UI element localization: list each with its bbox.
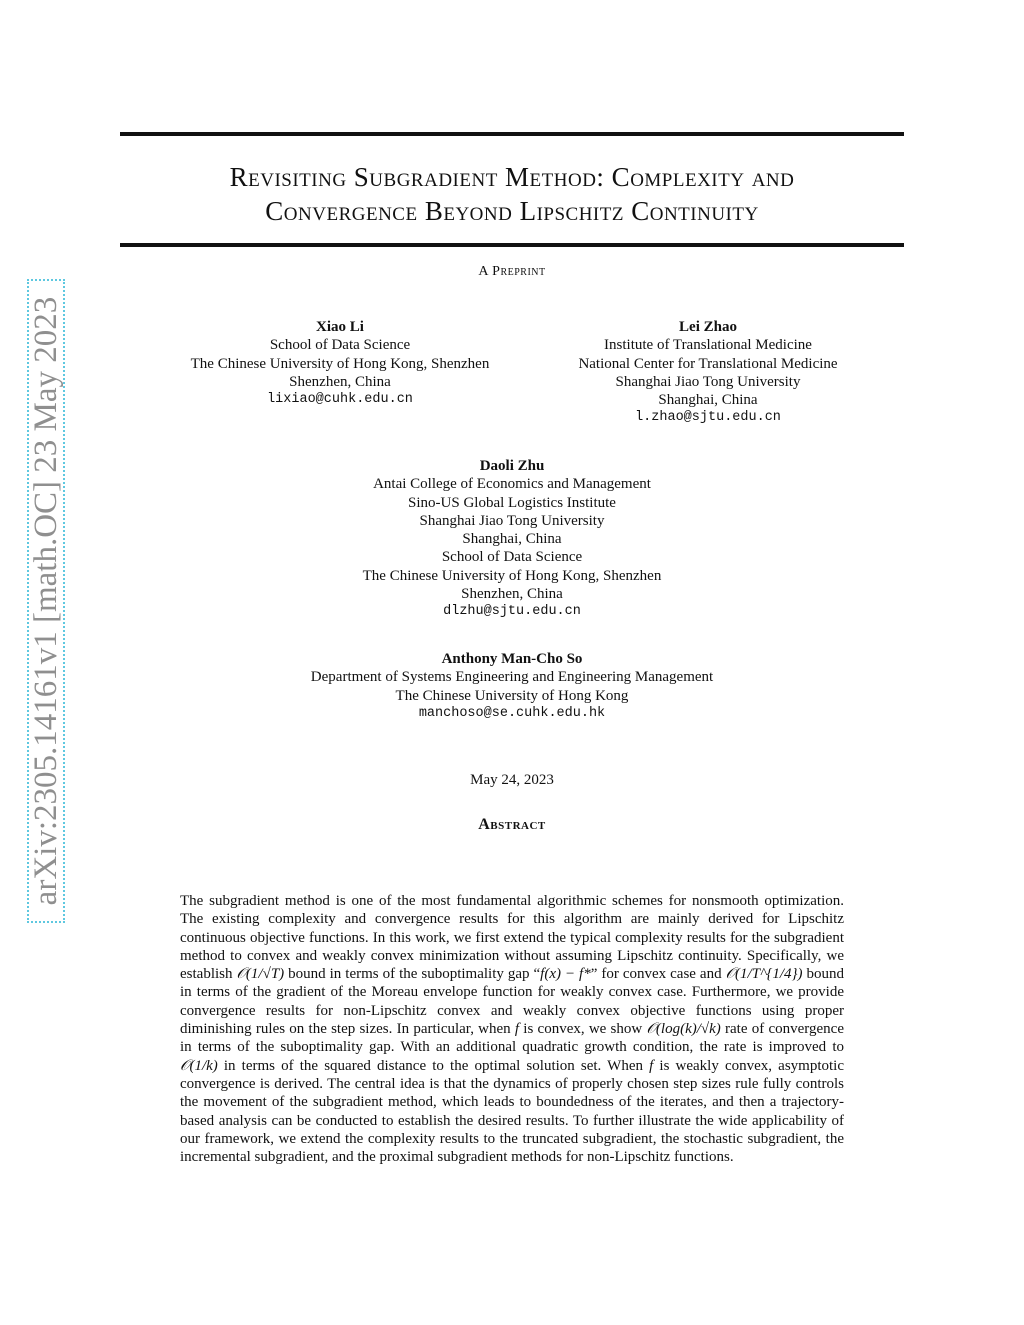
math-expression: f(x) − f*: [540, 966, 591, 983]
author-email[interactable]: lixiao@cuhk.edu.cn: [267, 392, 413, 408]
abstract-text: bound in terms of the suboptimality gap “: [284, 966, 541, 983]
author-name: Xiao Li: [316, 319, 364, 335]
author-email[interactable]: l.zhao@sjtu.edu.cn: [635, 410, 781, 426]
math-expression: f: [649, 1057, 654, 1074]
abstract-heading: Abstract: [478, 816, 546, 833]
affiliation-line: National Center for Translational Medicine: [578, 355, 838, 372]
publication-date: May 24, 2023: [470, 772, 554, 788]
affiliation-line: Antai College of Economics and Management: [373, 476, 651, 493]
title-top-rule: [120, 132, 904, 136]
title-line-2: Convergence Beyond Lipschitz Continuity: [265, 196, 759, 226]
abstract-text: bound in terms of the gradient of the Moreau envelope function for weakly convex case. Furthermore, we provide convergence results for non-Lipschitz convex and weakly convex objective functions using proper diminishing rules on the step sizes. In particular, when: [180, 966, 845, 1038]
title-line-1: Revisiting Subgradient Method: Complexity and: [229, 162, 795, 192]
arxiv-identifier-stamp: arXiv:2305.14161v1 [math.OC] 23 May 2023: [27, 279, 65, 923]
affiliation-line: Department of Systems Engineering and Engineering Management: [310, 669, 714, 686]
author-name: Lei Zhao: [679, 319, 737, 335]
author-name: Daoli Zhu: [479, 458, 545, 474]
math-expression: 𝒪(log(k)/√k): [646, 1021, 721, 1038]
affiliation-line: School of Data Science: [269, 337, 411, 354]
affiliation-line: Shanghai, China: [462, 531, 562, 548]
affiliation-line: The Chinese University of Hong Kong: [395, 687, 629, 704]
paper-title: [120, 160, 904, 228]
abstract-body: [180, 892, 844, 1166]
author-name: Anthony Man-Cho So: [441, 651, 583, 667]
abstract-text: rate of convergence in terms of the suboptimality gap. With an additional quadratic growth condition, the rate is improved to: [180, 1021, 844, 1056]
affiliation-line: The Chinese University of Hong Kong, Shenzhen: [362, 567, 662, 584]
math-expression: f: [514, 1021, 520, 1038]
abstract-paragraph: [180, 892, 844, 1166]
author-daoli-zhu: [262, 457, 762, 622]
author-email[interactable]: dlzhu@sjtu.edu.cn: [443, 604, 581, 620]
author-lei-zhao: [508, 318, 908, 428]
abstract-text: is convex, we show: [519, 1021, 647, 1038]
author-email[interactable]: manchoso@se.cuhk.edu.hk: [418, 705, 606, 721]
author-xiao-li: [140, 318, 540, 409]
affiliation-line: The Chinese University of Hong Kong, Shenzhen: [190, 355, 490, 372]
affiliation-line: Institute of Translational Medicine: [604, 337, 812, 354]
affiliation-line: Shanghai Jiao Tong University: [615, 373, 801, 390]
affiliation-line: Shanghai Jiao Tong University: [419, 512, 605, 529]
affiliation-line: Sino-US Global Logistics Institute: [408, 494, 616, 511]
affiliation-line: Shenzhen, China: [289, 373, 391, 390]
math-expression: 𝒪(1/√T): [236, 966, 285, 983]
math-expression: 𝒪(1/k): [180, 1057, 218, 1074]
preprint-label: A Preprint: [478, 264, 546, 279]
abstract-text: The subgradient method is one of the most fundamental algorithmic schemes for nonsmooth optimization. The existing complexity and convergence results for this algorithm are mainly derived for Lipschitz continuous objective functions. In this work, we first extend the typical complexity results for the subgradient method to convex and weakly convex minimization without assuming Lipschitz continuity. Specifically, we establish: [180, 893, 844, 983]
abstract-text: is weakly convex, asymptotic convergence is derived. The central idea is that the dynamics of properly chosen step sizes rule fully controls the movement of the subgradient method, which leads to boundedness of the iterates, and then a trajectory-based analysis can be conducted to establish the desired results. To further illustrate the wide applicability of our framework, we extend the complexity results to the truncated subgradient, the stochastic subgradient, the incremental subgradient, and the proximal subgradient methods for non-Lipschitz functions.: [180, 1057, 844, 1166]
affiliation-line: Shenzhen, China: [461, 586, 563, 603]
math-expression: 𝒪(1/T^{1/4}): [725, 966, 803, 983]
abstract-text: in terms of the squared distance to the optimal solution set. When: [217, 1057, 650, 1074]
title-bottom-rule: [120, 243, 904, 247]
affiliation-line: School of Data Science: [441, 549, 583, 566]
abstract-text: ” for convex case and: [590, 966, 726, 983]
author-anthony-man-cho-so: [212, 650, 812, 723]
affiliation-line: Shanghai, China: [658, 392, 758, 409]
